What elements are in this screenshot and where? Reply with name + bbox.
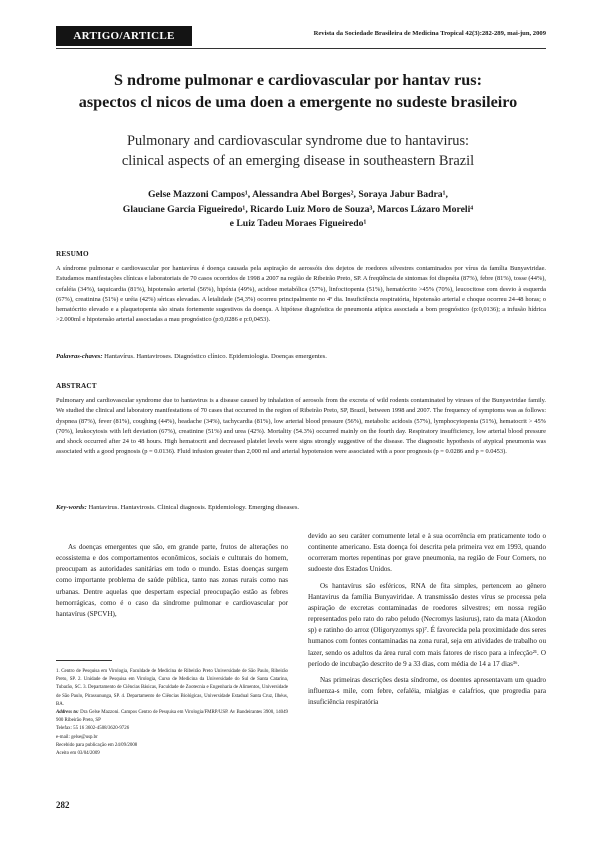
- address-label: Address to:: [56, 710, 79, 716]
- title-pt-line-2: aspectos cl nicos de uma doen a emergente no sudeste brasileiro: [78, 92, 518, 111]
- telefax: Telefax: 55 16 3602-4508/3620-9726: [56, 726, 130, 732]
- received-date: Recebido para publicação em 24/09/2008: [56, 742, 138, 748]
- authors-line-2: Glauciane Garcia Figueiredo¹, Ricardo Luiz Moro de Souza³, Marcos Lázaro Moreli⁴: [122, 203, 474, 215]
- footnote-rule: [56, 660, 112, 661]
- title-en-line-1: Pulmonary and cardiovascular syndrome due to hantavirus:: [126, 133, 470, 149]
- resumo-keywords: [56, 352, 546, 362]
- body-right-column: [308, 531, 546, 708]
- body-paragraph: Os hantavírus são esféricos, RNA de fita simples, pertencem ao gênero Hantavirus da família Bunyaviridae. A transmissão destes vírus se processa pela aspiração de excretas contaminadas de roedores silvestres; em nossa região representados pelo rato do rabo peludo (Necromys lasiurus), rato da mata (Akodon sp) e ratinho do arroz (Oligoryzomys sp)⁷. É favorecida pela proximidade dos seres humanos com fontes contaminadas na zona rural, seja em atividades de trabalho ou lazer, sendo os adultos da área rural com mais fatores de risco para a infecção²¹. O período de incubação descrito de 9 a 33 dias, com média de 14 a 17 dias³⁶.: [308, 581, 546, 668]
- abstract-heading: ABSTRACT: [56, 382, 97, 390]
- correspondence-address: [56, 709, 288, 725]
- journal-reference: Revista da Sociedade Brasileira de Medicina Tropical 42(3):282-289, mai-jun, 2009: [313, 30, 546, 37]
- body-paragraph: Nas primeiras descrições desta síndrome, os doentes apresentavam um quadro influenza-s mile, com febre, cefaléia, mialgias e calafrios, que progredia para insuficiência respiratória: [308, 675, 546, 707]
- footnotes: [56, 668, 288, 758]
- resumo-keywords-text: Hantavírus. Hantaviroses. Diagnóstico clínico. Epidemiologia. Doenças emergentes.: [104, 353, 327, 360]
- resumo-heading: RESUMO: [56, 250, 89, 258]
- abstract-text: Pulmonary and cardiovascular syndrome due to hantavirus is a disease caused by inhalation of aerosols from the excreta of wild rodents contaminated by viruses of the Bunyaviridae family. We studied the clinical and laboratory manifestations of 70 cases that occurred in the region of Ribeirão Preto, SP, Brazil, between 1998 and 2007. The frequency of symptoms was as follows: dyspnea (87%), fever (81%), coughing (44%), headache (34%), tachycardia (81%), low arterial blood pressure (56%), metabolic acidosis (57%), lymphocytopenia (51%), hematocrit > 45% (70%), leukocytosis with left deviation (67%), creatinine (51%) and urea (42%). Mortality (54.3%) occurred mainly on the fourth day. Respiratory insufficiency, low arterial blood pressure and shock occurred after 24 to 48 hours. High hematocrit and decreased platelet levels were signs strongly suggestive of the disease. The diagnostic hypothesis of atypical pneumonia was associated with a good prognosis (p = 0.0136). Fluid infusion greater than 2,000 ml and arterial hypotension were associated with a poor prognosis (p = 0.0286 and p = 0.0453).: [56, 397, 546, 456]
- title-portuguese: [40, 70, 556, 113]
- body-left-column: [56, 542, 288, 620]
- resumo-keywords-label: Palavras-chaves:: [56, 353, 103, 360]
- title-en-line-2: clinical aspects of an emerging disease in southeastern Brazil: [121, 152, 475, 169]
- article-type-band: ARTIGO/ARTICLE: [56, 26, 192, 46]
- affiliations: 1. Centro de Pesquisa em Virologia, Faculdade de Medicina de Ribeirão Preto Universidade de São Paulo, Ribeirão Preto, SP. 2. Unidade de Pesquisa em Virologia, Curso de Medicina da Universidade do Sul de Santa Catarina, Tubarão, SC. 3. Departamento de Ciências Básicas, Faculdade de Zootecnia e Engenharia de Alimentos, Universidade de São Paulo, Pirassununga, SP. 4. Departamento de Ciências Biológicas, Universidade Estadual Santa Cruz, Ilhéus, BA.: [56, 669, 288, 707]
- resumo-text: A síndrome pulmonar e cardiovascular por hantavírus é doença causada pela aspiração de aerossóis dos dejetos de roedores silvestres contaminados por vírus da família Bunyaviridae. Estudamos manifestações clínicas e laboratoriais de 70 casos ocorridos de 1998 a 2007 na região de Ribeirão Preto, SP. A freqüência de sintomas foi dispnéia (87%), febre (81%), tosse (44%), cefaléia (34%), taquicardia (81%), hipotensão arterial (56%), hipóxia (49%), acidose metabólica (57%), linfocitopenia (51%), hematócrito >45% (70%), leucocitose com desvio à esquerda (67%), creatinina (51%) e uréia (42%) séricas elevadas. A letalidade (54,3%) ocorreu principalmente no 4º dia. Insuficiência respiratória, hipotensão arterial e choque ocorreu 24-48 horas; o hematócrito elevado e a plaquetopenia são sinais fortemente sugestivos da doença. A hipótese diagnóstica de pneumonia atípica associada a bom prognóstico (p:0,0136); a infusão hídrica >2.000ml e hipotensão arterial associadas a mau prognóstico (p:0,0286 e p:0,0453).: [56, 265, 546, 324]
- body-paragraph: As doenças emergentes que são, em grande parte, frutos de alterações no ecossistema e dos comportamentos econômicos, sociais e culturais do homem, preocupam as autoridades sanitárias em todo o mundo. Estas doenças surgem como importante problema de saúde pública, tanto nas zonas rurais como nas urbanas. Dentre aquelas que despertam especial preocupação estão as febres hemorrágicas, como é o caso da síndrome pulmonar e cardiovascular por hantavírus (SPCVH),: [56, 543, 288, 618]
- authors-line-1: Gelse Mazzoni Campos¹, Alessandra Abel Borges², Soraya Jabur Badra¹,: [148, 189, 448, 200]
- title-pt-line-1: S ndrome pulmonar e cardiovascular por hantav rus:: [113, 71, 482, 89]
- accepted-date: Aceito em 03/04/2009: [56, 751, 100, 757]
- authors-line-3: e Luiz Tadeu Moraes Figueiredo¹: [229, 218, 367, 229]
- address-text: Dra Gelse Mazzoni. Campos Centro de Pesquisa em Virologia/FMRP/USP. Av Bandeirantes 3900, 14049 900 Ribeirão Preto, SP: [56, 710, 288, 724]
- abstract-keywords-text: Hantavirus. Hantavirosis. Clinical diagnosis. Epidemiology. Emerging diseases.: [88, 504, 300, 511]
- author-list: [50, 188, 546, 232]
- title-english: [40, 132, 556, 171]
- abstract-keywords-label: Key-words:: [56, 504, 87, 511]
- page-number: 282: [56, 800, 70, 810]
- body-paragraph: devido ao seu caráter comumente letal e à sua ocorrência em praticamente todo o continente americano. Esta doença foi descrita pela primeira vez em 1993, quando ocorreram mortes repentinas por grave pneumonia, na região de Four Corners, no sudoeste dos Estados Unidos.: [308, 532, 546, 574]
- header-rule: [56, 48, 546, 49]
- abstract-keywords: [56, 503, 546, 513]
- email: e-mail: gelse@usp.br: [56, 734, 98, 740]
